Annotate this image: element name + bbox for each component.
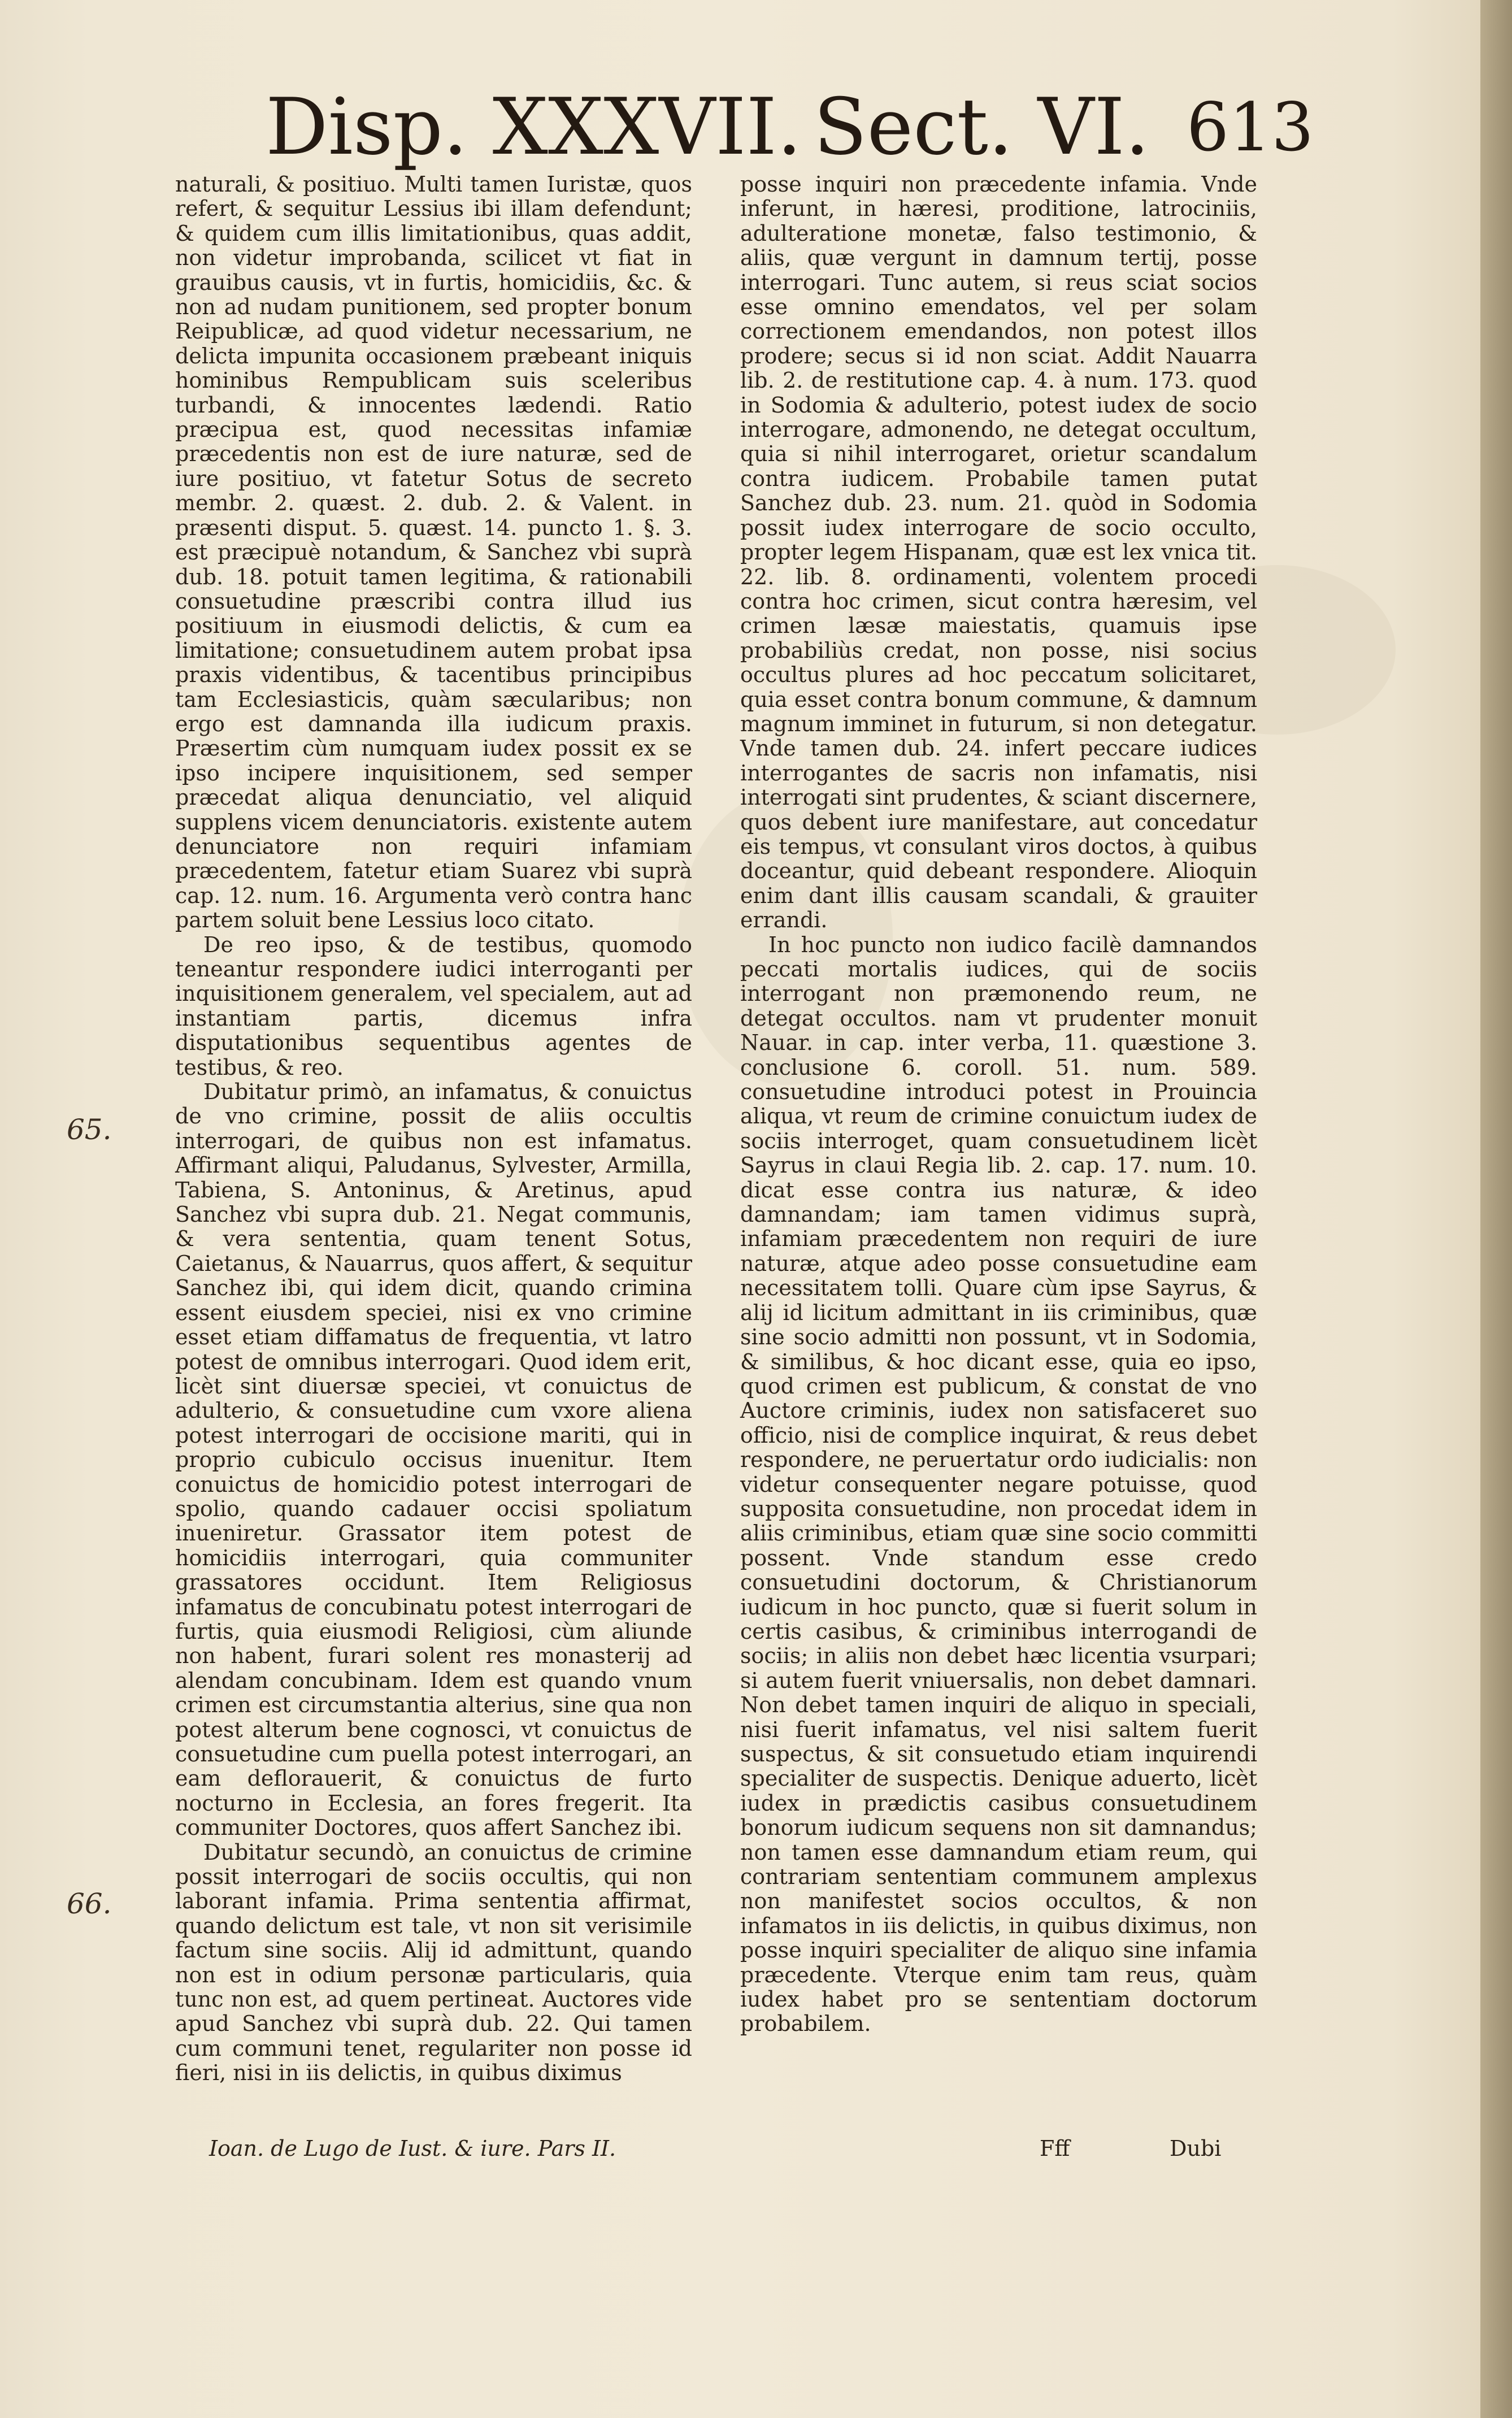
page-edge bbox=[1480, 0, 1512, 2418]
footer-running-title: Ioan. de Lugo de Iust. & iure. Pars II. bbox=[209, 2136, 616, 2161]
page-number: 613 bbox=[1187, 88, 1314, 166]
signature-mark: Fff bbox=[1040, 2136, 1070, 2161]
left-column bbox=[175, 172, 692, 2086]
margin-number-65: 65. bbox=[67, 1113, 112, 1146]
paragraph: De reo ipso, & de testibus, quomodo teneantur respondere iudici interroganti per inquisitionem generalem, vel specialem, aut ad instantiam partis, dicemus infra disputationibus sequentibus agentes de testibus, & reo. bbox=[175, 932, 692, 1080]
catchword: Dubi bbox=[1170, 2136, 1222, 2161]
paragraph: In hoc puncto non iudico facilè damnandos peccati mortalis iudices, qui de sociis interrogant non præmonendo reum, ne detegat occultos. nam vt prudenter monuit Nauar. in cap. inter verba, 11. quæstione 3. conclusione 6. coroll. 51. num. 589. consuetudine introduci potest in Prouincia aliqua, vt reum de crimine conuictum iudex de sociis interroget, quam consuetudinem licèt Sayrus in claui Regia lib. 2. cap. 17. num. 10. dicat esse contra ius naturæ, & ideo damnandam; iam tamen vidimus suprà, infamiam præcedentem non requiri de iure naturæ, atque adeo posse consuetudine eam necessitatem tolli. Quare cùm ipse Sayrus, & alij id licitum admittant in iis criminibus, quæ sine socio admitti non possunt, vt in Sodomia, & similibus, & hoc dicant esse, quia eo ipso, quod crimen est publicum, & constat de vno Auctore criminis, iudex non satisfaceret suo officio, nisi de complice inquirat, & reus debet respondere, ne peruertatur ordo iudicialis: non videtur consequenter negare potuisse, quod supposita consuetudine, non procedat idem in aliis criminibus, etiam quæ sine socio committi possent. Vnde standum esse credo consuetudini doctorum, & Christianorum iudicum in hoc puncto, quæ si fuerit solum in certis casibus, & criminibus interrogandi de sociis; in aliis non debet hæc licentia vsurpari; si autem fuerit vniuersalis, non debet damnari. Non debet tamen inquiri de aliquo in speciali, nisi fuerit infamatus, vel nisi saltem fuerit suspectus, & sit consuetudo etiam inquirendi specialiter de suspectis. Denique aduerto, licèt iudex in prædictis casibus consuetudinem bonorum iudicum sequens non sit damnandus; non tamen esse damnandum etiam reum, qui contrariam sententiam communem amplexus non manifestet socios occultos, & non infamatos in iis delictis, in quibus diximus, non posse inquiri specialiter de aliquo sine infamia præcedente. Vterque enim tam reus, quàm iudex habet pro se sententiam doctorum probabilem. bbox=[740, 932, 1257, 2037]
header-disputation: Disp. XXXVII. bbox=[266, 81, 802, 172]
paragraph: Dubitatur primò, an infamatus, & conuictus de vno crimine, possit de aliis occultis interrogari, de quibus non est infamatus. Affirmant aliqui, Paludanus, Sylvester, Armilla, Tabiena, S. Antoninus, & Aretinus, apud Sanchez vbi supra dub. 21. Negat communis, & vera sententia, quam tenent Sotus, Caietanus, & Nauarrus, quos affert, & sequitur Sanchez ibi, qui idem dicit, quando crimina essent eiusdem speciei, nisi ex vno crimine esset etiam diffamatus de frequentia, vt latro potest de omnibus interrogari. Quod idem erit, licèt sint diuersæ speciei, vt conuictus de adulterio, & consuetudine cum vxore aliena potest interrogari de occisione mariti, qui in proprio cubiculo occisus inuenitur. Item conuictus de homicidio potest interrogari de spolio, quando cadauer occisi spoliatum inueniretur. Grassator item potest de homicidiis interrogari, quia communiter grassatores occidunt. Item Religiosus infamatus de concubinatu potest interrogari de furtis, quia eiusmodi Religiosi, cùm aliunde non habent, furari solent res monasterij ad alendam concubinam. Idem est quando vnum crimen est circumstantia alterius, sine qua non potest alterum bene cognosci, vt conuictus de consuetudine cum puella potest interrogari, an eam deflorauerit, & conuictus de furto nocturno in Ecclesia, an fores fregerit. Ita communiter Doctores, quos affert Sanchez ibi. bbox=[175, 1079, 692, 1840]
paragraph: naturali, & positiuo. Multi tamen Iuristæ, quos refert, & sequitur Lessius ibi illam defendunt; & quidem cum illis limitationibus, quas addit, non videtur improbanda, scilicet vt fiat in grauibus causis, vt in furtis, homicidiis, &c. & non ad nudam punitionem, sed propter bonum Reipublicæ, ad quod videtur necessarium, ne delicta impunita occasionem præbeant iniquis hominibus Rempublicam suis sceleribus turbandi, & innocentes lædendi. Ratio præcipua est, quod necessitas infamiæ præcedentis non est de iure naturæ, sed de iure positiuo, vt fatetur Sotus de secreto membr. 2. quæst. 2. dub. 2. & Valent. in præsenti disput. 5. quæst. 14. puncto 1. §. 3. est præcipuè notandum, & Sanchez vbi suprà dub. 18. potuit tamen legitima, & rationabili consuetudine præscribi contra illud ius positiuum in eiusmodi delictis, & cum ea limitatione; consuetudinem autem probat ipsa praxis videntibus, & tacentibus principibus tam Ecclesiasticis, quàm sæcularibus; non ergo est damnanda illa iudicum praxis. Præsertim cùm numquam iudex possit ex se ipso incipere inquisitionem, sed semper præcedat aliqua denunciatio, vel aliquid supplens vicem denunciatoris. existente autem denunciatore non requiri infamiam præcedentem, fatetur etiam Suarez vbi suprà cap. 12. num. 16. Argumenta verò contra hanc partem soluit bene Lessius loco citato. bbox=[175, 172, 692, 933]
header-section: Sect. VI. bbox=[814, 81, 1150, 172]
paragraph: posse inquiri non præcedente infamia. Vnde inferunt, in hæresi, proditione, latrociniis, adulteratione monetæ, falso testimonio, & aliis, quæ vergunt in damnum tertij, posse interrogari. Tunc autem, si reus sciat socios esse omnino emendatos, vel per solam correctionem emendandos, non potest illos prodere; secus si id non sciat. Addit Nauarra lib. 2. de restitutione cap. 4. à num. 173. quod in Sodomia & adulterio, potest iudex de socio interrogare, admonendo, ne detegat occultum, quia si nihil interrogaret, orietur scandalum contra iudicem. Probabile tamen putat Sanchez dub. 23. num. 21. quòd in Sodomia possit iudex interrogare de socio occulto, propter legem Hispanam, quæ est lex vnica tit. 22. lib. 8. ordinamenti, volentem procedi contra hoc crimen, sicut contra hæresim, vel crimen læsæ maiestatis, quamuis ipse probabiliùs credat, non posse, nisi socius occultus plures ad hoc peccatum solicitaret, quia esset contra bonum commune, & damnum magnum imminet in futurum, si non detegatur. Vnde tamen dub. 24. infert peccare iudices interrogantes de sacris non infamatis, nisi interrogati sint prudentes, & sciant discernere, quos debent iure manifestare, aut concedatur eis tempus, vt consulant viros doctos, à quibus doceantur, quid debeant respondere. Alioquin enim dant illis causam scandali, & grauiter errandi. bbox=[740, 172, 1257, 933]
margin-number-66: 66. bbox=[67, 1887, 112, 1920]
paragraph: Dubitatur secundò, an conuictus de crimine possit interrogari de sociis occultis, qui non laborant infamia. Prima sententia affirmat, quando delictum est tale, vt non sit verisimile factum sine sociis. Alij id admittunt, quando non est in odium personæ particularis, quia tunc non est, ad quem pertineat. Auctores vide apud Sanchez vbi suprà dub. 22. Qui tamen cum communi tenet, regulariter non posse id fieri, nisi in iis delictis, in quibus diximus bbox=[175, 1839, 692, 2086]
right-column bbox=[740, 172, 1257, 2037]
